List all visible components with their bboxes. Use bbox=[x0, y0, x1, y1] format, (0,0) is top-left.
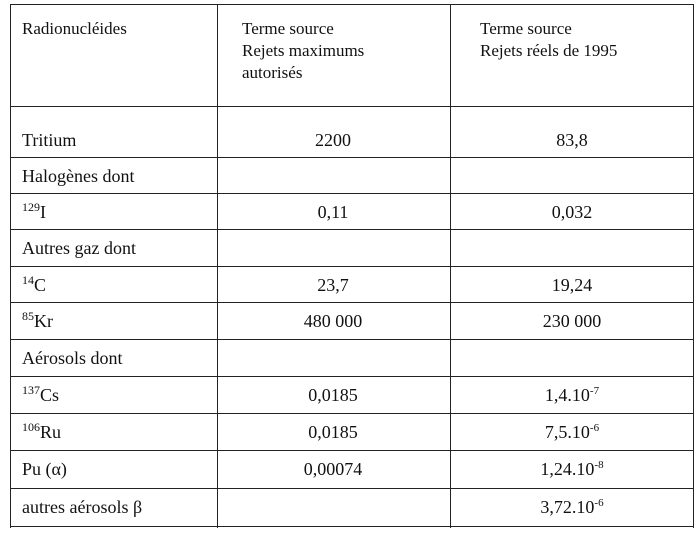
isotope-mass-number: 106 bbox=[22, 420, 40, 434]
nuclide-name: I bbox=[40, 202, 46, 222]
table-row-nuclide bbox=[22, 311, 53, 333]
table-border-top bbox=[10, 4, 694, 5]
column-divider bbox=[450, 4, 451, 528]
real-value: 1,4.10 bbox=[544, 385, 590, 405]
table-row-real bbox=[450, 275, 694, 295]
table-row-real bbox=[450, 130, 694, 150]
table-row-real bbox=[450, 459, 694, 482]
table-row-max: 0,0185 bbox=[308, 385, 358, 405]
nuclide-name: Ru bbox=[40, 422, 62, 442]
header-radionuclides: Radionucléides bbox=[22, 19, 127, 38]
table-row-nuclide bbox=[22, 422, 61, 444]
real-value: 19,24 bbox=[551, 275, 593, 295]
isotope-mass-number: 14 bbox=[22, 273, 34, 287]
table-border-left bbox=[10, 4, 11, 528]
table-row-real bbox=[450, 385, 694, 408]
row-divider bbox=[10, 193, 694, 194]
header-line: Terme source bbox=[242, 19, 334, 38]
table-border-right bbox=[693, 4, 694, 528]
real-value-exponent: -7 bbox=[589, 385, 600, 397]
table-row-max: 2200 bbox=[315, 130, 351, 150]
row-divider bbox=[10, 302, 694, 303]
table-row-nuclide bbox=[22, 459, 67, 479]
radionuclide-table bbox=[10, 4, 694, 528]
header-max-authorized bbox=[242, 18, 442, 84]
table-row-nuclide bbox=[22, 202, 46, 224]
row-divider bbox=[10, 413, 694, 414]
table-row-real bbox=[450, 497, 694, 520]
table-row-nuclide bbox=[22, 238, 136, 258]
nuclide-name: Aérosols dont bbox=[22, 348, 123, 368]
real-value: 230 000 bbox=[542, 311, 602, 331]
real-value: 7,5.10 bbox=[544, 422, 590, 442]
nuclide-name: Cs bbox=[40, 385, 60, 405]
header-line: autorisés bbox=[242, 63, 303, 82]
table-row-nuclide bbox=[22, 166, 134, 186]
nuclide-name: Tritium bbox=[22, 130, 77, 150]
row-divider bbox=[10, 106, 694, 107]
table-border-bottom bbox=[10, 526, 694, 527]
row-divider bbox=[10, 450, 694, 451]
real-value: 83,8 bbox=[556, 130, 588, 150]
table-row-real bbox=[450, 311, 694, 331]
table-row-nuclide bbox=[22, 497, 142, 517]
table-row-max: 0,11 bbox=[317, 202, 349, 222]
isotope-mass-number: 85 bbox=[22, 309, 34, 323]
row-divider bbox=[10, 266, 694, 267]
header-real-1995 bbox=[480, 18, 690, 62]
header-line: Terme source bbox=[480, 19, 572, 38]
nuclide-name: C bbox=[34, 275, 47, 295]
table-row-max: 0,0185 bbox=[308, 422, 358, 442]
table-row-max: 0,00074 bbox=[303, 459, 363, 479]
nuclide-name: Halogènes dont bbox=[22, 166, 135, 186]
table-row-nuclide bbox=[22, 348, 123, 368]
row-divider bbox=[10, 229, 694, 230]
table-row-nuclide bbox=[22, 130, 76, 150]
row-divider bbox=[10, 339, 694, 340]
isotope-mass-number: 137 bbox=[22, 383, 40, 397]
isotope-mass-number: 129 bbox=[22, 200, 40, 214]
real-value: 1,24.10 bbox=[540, 459, 595, 479]
real-value: 3,72.10 bbox=[540, 497, 595, 517]
real-value-exponent: -6 bbox=[594, 497, 604, 509]
nuclide-name: autres aérosols β bbox=[22, 497, 143, 517]
table-row-max: 480 000 bbox=[303, 311, 363, 331]
table-row-max: 23,7 bbox=[317, 275, 349, 295]
row-divider bbox=[10, 376, 694, 377]
nuclide-name: Pu (α) bbox=[22, 459, 67, 479]
row-divider bbox=[10, 157, 694, 158]
table-row-real bbox=[450, 202, 694, 222]
nuclide-name: Kr bbox=[34, 311, 53, 331]
header-line: Rejets maximums bbox=[242, 41, 365, 60]
nuclide-name: Autres gaz dont bbox=[22, 238, 136, 258]
row-divider bbox=[10, 488, 694, 489]
real-value: 0,032 bbox=[551, 202, 593, 222]
real-value-exponent: -8 bbox=[594, 459, 604, 471]
column-divider bbox=[217, 4, 218, 528]
real-value-exponent: -6 bbox=[589, 422, 600, 434]
header-line: Rejets réels de 1995 bbox=[480, 41, 618, 60]
table-row-nuclide bbox=[22, 385, 59, 407]
table-row-nuclide bbox=[22, 275, 46, 297]
table-row-real bbox=[450, 422, 694, 445]
